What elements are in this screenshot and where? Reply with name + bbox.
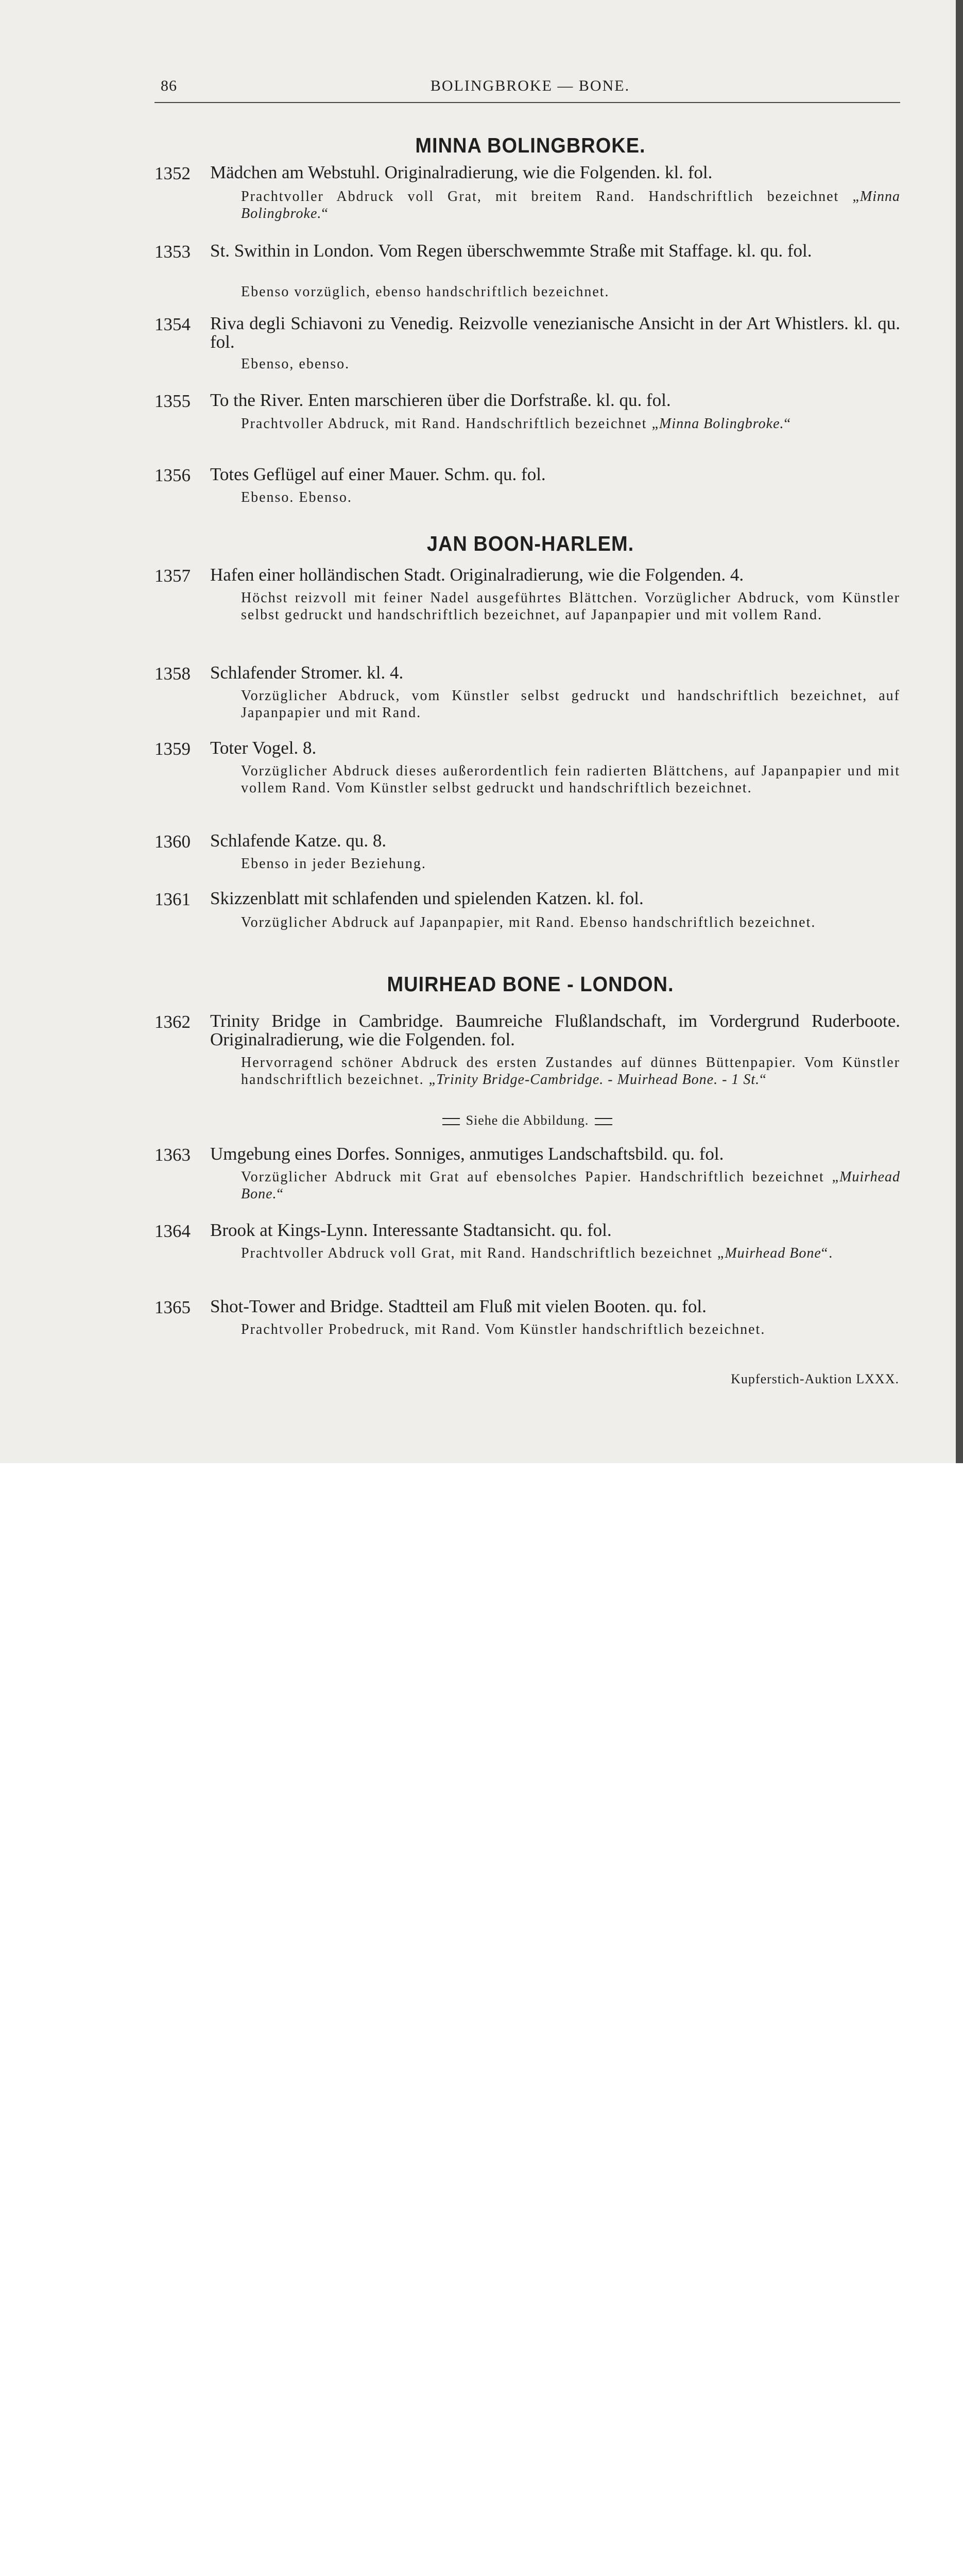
double-rule-left bbox=[442, 1118, 460, 1125]
lot-number: 1360 bbox=[154, 832, 191, 852]
lot-description bbox=[241, 589, 900, 623]
description-text: Prachtvoller Abdruck, mit Rand. Handschriftlich bezeichnet „ bbox=[241, 416, 660, 432]
lot-title: Schlafende Katze. qu. 8. bbox=[210, 831, 387, 851]
description-text: Ebenso, ebenso. bbox=[241, 356, 350, 372]
lot-title: Shot-Tower and Bridge. Stadtteil am Fluß mit vielen Booten. qu. fol. bbox=[210, 1296, 707, 1316]
lot-number: 1361 bbox=[154, 889, 191, 909]
description-text: Ebenso vorzüglich, ebenso handschriftlich bezeichnet. bbox=[241, 284, 610, 300]
lot-number: 1357 bbox=[154, 566, 191, 586]
lot-title: St. Swithin in London. Vom Regen überschwemmte Straße mit Staffage. kl. qu. fol. bbox=[210, 241, 812, 261]
lot-title: Trinity Bridge in Cambridge. Baumreiche Flußlandschaft, im Vordergrund Ruderboote. Originalradierung, wie die Folgenden. fol. bbox=[210, 1011, 900, 1049]
lot-title: Riva degli Schiavoni zu Venedig. Reizvolle venezianische Ansicht in der Art Whistlers. kl. qu. fol. bbox=[210, 313, 900, 352]
auction-footer-note: Kupferstich-Auktion LXXX. bbox=[731, 1371, 899, 1386]
lot-title: Umgebung eines Dorfes. Sonniges, anmutiges Landschaftsbild. qu. fol. bbox=[210, 1144, 724, 1164]
lot-description bbox=[241, 188, 900, 222]
description-text: Vorzüglicher Abdruck auf Japanpapier, mit Rand. Ebenso handschriftlich bezeichnet. bbox=[241, 914, 816, 930]
closing-quote: “ bbox=[784, 416, 792, 432]
lot-number: 1365 bbox=[154, 1297, 191, 1317]
lot-number: 1353 bbox=[154, 242, 191, 262]
lot-number: 1364 bbox=[154, 1221, 191, 1241]
description-text: Prachtvoller Abdruck voll Grat, mit breitem Rand. Handschriftlich bezeichnet „ bbox=[241, 189, 860, 205]
signature-text: Muirhead Bone bbox=[725, 1245, 821, 1261]
lot-description bbox=[241, 1168, 900, 1202]
lot-description bbox=[241, 1245, 900, 1262]
description-text: Prachtvoller Abdruck voll Grat, mit Rand. Handschriftlich bezeichnet „ bbox=[241, 1245, 725, 1261]
illustration-note bbox=[154, 1113, 900, 1128]
lot-description bbox=[241, 914, 900, 931]
lot-description bbox=[241, 415, 900, 432]
lot-description bbox=[241, 855, 900, 872]
description-text: Vorzüglicher Abdruck, vom Künstler selbst gedruckt und handschriftlich bezeichnet, auf Japanpapier und mit Rand. bbox=[241, 688, 900, 721]
lot-title: To the River. Enten marschieren über die Dorfstraße. kl. qu. fol. bbox=[210, 390, 671, 410]
closing-quote: “ bbox=[321, 206, 329, 222]
lot-title: Mädchen am Webstuhl. Originalradierung, wie die Folgenden. kl. fol. bbox=[210, 162, 713, 182]
description-text: Ebenso. Ebenso. bbox=[241, 489, 352, 505]
lot-number: 1354 bbox=[154, 314, 191, 334]
closing-quote: “ bbox=[760, 1072, 767, 1088]
lot-number: 1359 bbox=[154, 739, 191, 759]
description-text: Prachtvoller Probedruck, mit Rand. Vom Künstler handschriftlich bezeichnet. bbox=[241, 1321, 766, 1337]
illustration-note-text: Siehe die Abbildung. bbox=[466, 1113, 589, 1128]
closing-quote: “. bbox=[821, 1245, 834, 1261]
lot-description bbox=[241, 355, 900, 372]
signature-text: Minna Bolingbroke. bbox=[659, 416, 784, 432]
lot-description bbox=[241, 687, 900, 721]
lot-description bbox=[241, 283, 900, 300]
lot-title: Toter Vogel. 8. bbox=[210, 738, 317, 758]
lot-number: 1352 bbox=[154, 163, 191, 183]
lot-description bbox=[241, 1054, 900, 1088]
signature-text: Minna Bolingbroke. bbox=[241, 189, 900, 222]
page-number: 86 bbox=[161, 77, 177, 94]
description-text: Vorzüglicher Abdruck mit Grat auf ebensolches Papier. Handschriftlich bezeichnet „ bbox=[241, 1169, 840, 1185]
page-edge bbox=[956, 0, 963, 1463]
section-title-minna-bolingbroke: MINNA BOLINGBROKE. bbox=[415, 134, 646, 158]
lot-number: 1355 bbox=[154, 391, 191, 411]
signature-text: Muirhead Bone. bbox=[241, 1169, 900, 1202]
header-rule bbox=[154, 102, 900, 103]
section-title-jan-boon-harlem: JAN BOON-HARLEM. bbox=[426, 532, 634, 556]
digitization-footer bbox=[0, 1464, 963, 1539]
double-rule-right bbox=[595, 1118, 612, 1125]
description-text: Hervorragend schöner Abdruck des ersten Zustandes auf dünnes Büttenpapier. Vom Künstler handschriftlich bezeichnet. „ bbox=[241, 1055, 900, 1088]
running-head: BOLINGBROKE — BONE. bbox=[430, 77, 630, 94]
lot-title: Brook at Kings-Lynn. Interessante Stadtansicht. qu. fol. bbox=[210, 1220, 612, 1240]
lot-description bbox=[241, 1321, 900, 1338]
lot-description bbox=[241, 762, 900, 796]
description-text: Ebenso in jeder Beziehung. bbox=[241, 856, 426, 872]
lot-number: 1356 bbox=[154, 465, 191, 485]
page-header bbox=[161, 77, 900, 101]
lot-title: Hafen einer holländischen Stadt. Originalradierung, wie die Folgenden. 4. bbox=[210, 565, 744, 585]
lot-title: Totes Geflügel auf einer Mauer. Schm. qu. fol. bbox=[210, 464, 546, 484]
lot-title: Skizzenblatt mit schlafenden und spielenden Katzen. kl. fol. bbox=[210, 888, 644, 908]
description-text: Höchst reizvoll mit feiner Nadel ausgeführtes Blättchen. Vorzüglicher Abdruck, vom Künstler selbst gedruckt und handschriftlich bezeichnet, auf Japanpapier und mit vollem Rand. bbox=[241, 590, 900, 623]
lot-title: Schlafender Stromer. kl. 4. bbox=[210, 663, 404, 683]
closing-quote: “ bbox=[277, 1186, 284, 1202]
lot-number: 1363 bbox=[154, 1145, 191, 1165]
description-text: Vorzüglicher Abdruck dieses außerordentlich fein radierten Blättchens, auf Japanpapier und mit vollem Rand. Vom Künstler selbst gedruckt und handschriftlich bezeichnet. bbox=[241, 763, 900, 796]
section-title-muirhead-bone: MUIRHEAD BONE - LONDON. bbox=[387, 973, 674, 996]
signature-text: Trinity Bridge-Cambridge. - Muirhead Bone. - 1 St. bbox=[436, 1072, 760, 1088]
lot-description bbox=[241, 489, 900, 506]
lot-number: 1358 bbox=[154, 664, 191, 684]
lot-number: 1362 bbox=[154, 1012, 191, 1032]
